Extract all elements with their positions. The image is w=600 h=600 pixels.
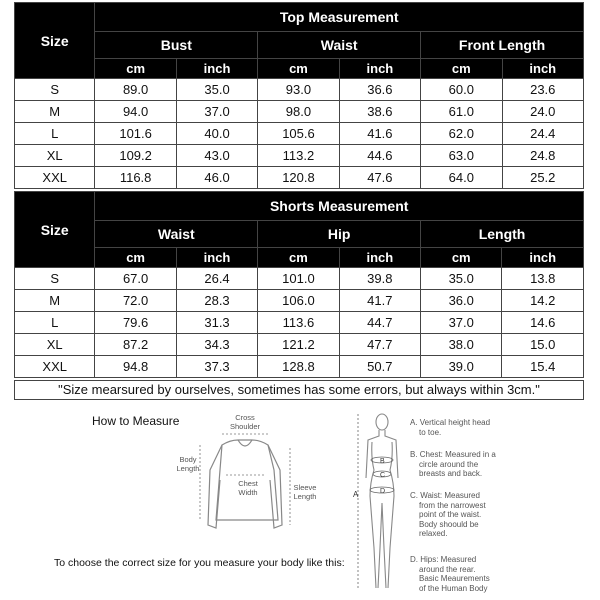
table-row [15, 268, 584, 290]
jacket-left-sleeve [208, 445, 222, 528]
value-cell: 61.0 [421, 101, 502, 123]
value-cell: 60.0 [421, 79, 502, 101]
value-cell: 28.3 [176, 290, 257, 312]
value-cell: 120.8 [258, 167, 339, 189]
value-cell: 23.6 [502, 79, 583, 101]
unit-header: inch [176, 59, 257, 79]
table-row [15, 167, 584, 189]
unit-header: cm [258, 59, 339, 79]
table-row [15, 312, 584, 334]
value-cell: 14.6 [502, 312, 584, 334]
value-cell: 94.0 [95, 101, 176, 123]
value-cell: 121.2 [258, 334, 339, 356]
value-cell: 87.2 [95, 334, 176, 356]
value-cell: 39.8 [339, 268, 420, 290]
unit-header: inch [502, 248, 584, 268]
value-cell: 25.2 [502, 167, 583, 189]
group-header: Waist [95, 221, 258, 248]
body-label: Body [179, 455, 197, 464]
size-cell: L [15, 312, 95, 334]
unit-header: inch [502, 59, 583, 79]
marker-a: A [353, 490, 359, 499]
value-cell: 35.0 [176, 79, 257, 101]
shoulder-label: Shoulder [229, 422, 261, 431]
value-cell: 72.0 [95, 290, 176, 312]
unit-header: inch [339, 59, 420, 79]
group-header: Hip [258, 221, 421, 248]
value-cell: 36.6 [339, 79, 420, 101]
table-row [15, 123, 584, 145]
table-row [15, 356, 584, 378]
unit-header: cm [421, 248, 502, 268]
size-cell: XL [15, 145, 95, 167]
value-cell: 35.0 [421, 268, 502, 290]
value-cell: 37.0 [176, 101, 257, 123]
legend-c: C. Waist: Measured from the narrowest point of the waist. Body shoould be relaxed. [410, 491, 486, 538]
chest-label: Chest [238, 479, 258, 488]
unit-header: inch [339, 248, 420, 268]
value-cell: 13.8 [502, 268, 584, 290]
value-cell: 43.0 [176, 145, 257, 167]
value-cell: 128.8 [258, 356, 339, 378]
value-cell: 36.0 [421, 290, 502, 312]
size-header: Size [15, 192, 95, 268]
group-header: Length [421, 221, 584, 248]
unit-header: cm [95, 59, 176, 79]
body-length-label: Length [176, 464, 200, 473]
size-header: Size [15, 3, 95, 79]
table-title: Top Measurement [95, 3, 584, 32]
table-row [15, 290, 584, 312]
marker-d: D [380, 488, 386, 495]
figure-head [376, 414, 388, 430]
size-cell: XXL [15, 167, 95, 189]
value-cell: 31.3 [176, 312, 257, 334]
value-cell: 67.0 [95, 268, 176, 290]
body-figure [350, 408, 410, 598]
value-cell: 37.0 [421, 312, 502, 334]
unit-header: cm [258, 248, 339, 268]
value-cell: 47.6 [339, 167, 420, 189]
size-cell: S [15, 79, 95, 101]
value-cell: 38.6 [339, 101, 420, 123]
value-cell: 40.0 [176, 123, 257, 145]
legend-a: A. Vertical height head to toe. [410, 418, 491, 437]
group-header: Front Length [421, 32, 584, 59]
legend-b: B. Chest: Measured in a circle around the breasts and back. [410, 450, 496, 478]
table-row [15, 101, 584, 123]
value-cell: 44.7 [339, 312, 420, 334]
value-cell: 101.6 [95, 123, 176, 145]
value-cell: 15.0 [502, 334, 584, 356]
top-measurement-table [14, 2, 584, 189]
value-cell: 89.0 [95, 79, 176, 101]
value-cell: 63.0 [421, 145, 502, 167]
value-cell: 24.4 [502, 123, 583, 145]
value-cell: 98.0 [258, 101, 339, 123]
value-cell: 37.3 [176, 356, 257, 378]
value-cell: 113.6 [258, 312, 339, 334]
sleeve-label: Sleeve [293, 483, 317, 492]
value-cell: 34.3 [176, 334, 257, 356]
legend-d: D. Hips: Measured around the rear. Basic Meaurements of the Human Body [410, 555, 490, 593]
value-cell: 94.8 [95, 356, 176, 378]
value-cell: 41.6 [339, 123, 420, 145]
how-to-measure-title: How to Measure [92, 414, 180, 428]
choose-size-text: To choose the correct size for you measure your body like this: [54, 557, 345, 569]
size-cell: XL [15, 334, 95, 356]
value-cell: 41.7 [339, 290, 420, 312]
size-cell: S [15, 268, 95, 290]
value-cell: 26.4 [176, 268, 257, 290]
unit-header: inch [176, 248, 257, 268]
marker-b: B [380, 458, 385, 465]
value-cell: 116.8 [95, 167, 176, 189]
table-row [15, 79, 584, 101]
value-cell: 24.0 [502, 101, 583, 123]
value-cell: 79.6 [95, 312, 176, 334]
value-cell: 46.0 [176, 167, 257, 189]
unit-header: cm [421, 59, 502, 79]
cross-label: Cross [235, 413, 255, 422]
table-row [15, 334, 584, 356]
measurement-note: "Size mearsured by ourselves, sometimes has some errors, but always within 3cm." [14, 380, 584, 400]
table-row [15, 145, 584, 167]
group-header: Waist [258, 32, 421, 59]
shorts-measurement-table [14, 191, 584, 378]
jacket-collar [238, 440, 252, 446]
value-cell: 113.2 [258, 145, 339, 167]
size-cell: M [15, 290, 95, 312]
table-title: Shorts Measurement [95, 192, 584, 221]
value-cell: 47.7 [339, 334, 420, 356]
value-cell: 105.6 [258, 123, 339, 145]
value-cell: 109.2 [95, 145, 176, 167]
jacket-diagram [170, 410, 340, 545]
value-cell: 24.8 [502, 145, 583, 167]
size-cell: M [15, 101, 95, 123]
value-cell: 93.0 [258, 79, 339, 101]
value-cell: 101.0 [258, 268, 339, 290]
group-header: Bust [95, 32, 258, 59]
size-cell: L [15, 123, 95, 145]
size-cell: XXL [15, 356, 95, 378]
value-cell: 15.4 [502, 356, 584, 378]
value-cell: 14.2 [502, 290, 584, 312]
value-cell: 64.0 [421, 167, 502, 189]
value-cell: 44.6 [339, 145, 420, 167]
value-cell: 38.0 [421, 334, 502, 356]
value-cell: 62.0 [421, 123, 502, 145]
value-cell: 106.0 [258, 290, 339, 312]
width-label: Width [238, 488, 258, 497]
unit-header: cm [95, 248, 176, 268]
value-cell: 50.7 [339, 356, 420, 378]
value-cell: 39.0 [421, 356, 502, 378]
sleeve-length-label: Length [293, 492, 317, 501]
marker-c: C [380, 472, 386, 479]
